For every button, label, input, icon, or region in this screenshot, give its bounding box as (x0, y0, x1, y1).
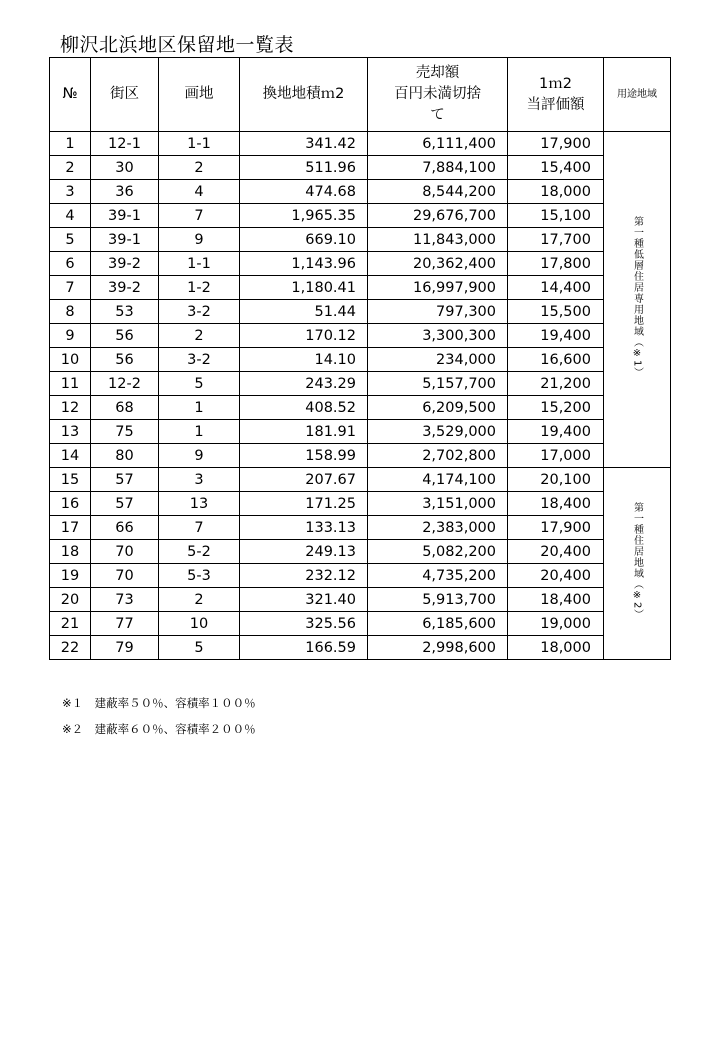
cell-no: 12 (50, 396, 91, 420)
cell-no: 14 (50, 444, 91, 468)
cell-no: 20 (50, 588, 91, 612)
cell-lot: 13 (159, 492, 240, 516)
cell-block: 39-1 (91, 204, 159, 228)
table-row (50, 276, 671, 300)
cell-block: 66 (91, 516, 159, 540)
cell-area: 207.67 (240, 468, 368, 492)
cell-price: 2,383,000 (368, 516, 508, 540)
cell-no: 3 (50, 180, 91, 204)
cell-no: 19 (50, 564, 91, 588)
cell-no: 4 (50, 204, 91, 228)
cell-no: 16 (50, 492, 91, 516)
cell-block: 39-1 (91, 228, 159, 252)
cell-area: 51.44 (240, 300, 368, 324)
cell-price: 3,300,300 (368, 324, 508, 348)
cell-area: 170.12 (240, 324, 368, 348)
cell-price: 16,997,900 (368, 276, 508, 300)
cell-unit-price: 15,400 (508, 156, 604, 180)
cell-area: 1,180.41 (240, 276, 368, 300)
cell-area: 341.42 (240, 132, 368, 156)
cell-block: 56 (91, 324, 159, 348)
zone-label: 第一種低層住居専用地域（※1） (631, 216, 643, 379)
cell-lot: 2 (159, 156, 240, 180)
cell-unit-price: 18,400 (508, 492, 604, 516)
cell-lot: 2 (159, 588, 240, 612)
cell-unit-price: 14,400 (508, 276, 604, 300)
cell-block: 30 (91, 156, 159, 180)
cell-unit-price: 15,200 (508, 396, 604, 420)
header-block: 街区 (91, 58, 159, 132)
cell-price: 6,111,400 (368, 132, 508, 156)
table-row (50, 180, 671, 204)
cell-unit-price: 18,000 (508, 636, 604, 660)
zone-cell (604, 468, 671, 660)
cell-lot: 1-1 (159, 252, 240, 276)
cell-price: 6,209,500 (368, 396, 508, 420)
cell-no: 10 (50, 348, 91, 372)
cell-no: 22 (50, 636, 91, 660)
cell-price: 5,082,200 (368, 540, 508, 564)
cell-block: 79 (91, 636, 159, 660)
cell-lot: 9 (159, 228, 240, 252)
cell-lot: 5 (159, 636, 240, 660)
note-1: ※１ 建蔽率５０％、容積率１００％ (62, 696, 256, 710)
cell-unit-price: 16,600 (508, 348, 604, 372)
cell-area: 232.12 (240, 564, 368, 588)
cell-lot: 5-3 (159, 564, 240, 588)
cell-price: 6,185,600 (368, 612, 508, 636)
cell-price: 5,913,700 (368, 588, 508, 612)
cell-block: 57 (91, 492, 159, 516)
table-row (50, 372, 671, 396)
cell-unit-price: 17,900 (508, 516, 604, 540)
cell-area: 669.10 (240, 228, 368, 252)
cell-lot: 9 (159, 444, 240, 468)
cell-unit-price: 20,400 (508, 564, 604, 588)
table-row (50, 564, 671, 588)
cell-lot: 3 (159, 468, 240, 492)
cell-area: 511.96 (240, 156, 368, 180)
cell-no: 17 (50, 516, 91, 540)
header-price-line1: 売却額 (415, 65, 460, 81)
cell-price: 797,300 (368, 300, 508, 324)
table-row (50, 228, 671, 252)
cell-block: 70 (91, 564, 159, 588)
cell-price: 4,735,200 (368, 564, 508, 588)
cell-no: 11 (50, 372, 91, 396)
cell-lot: 10 (159, 612, 240, 636)
cell-area: 243.29 (240, 372, 368, 396)
cell-block: 80 (91, 444, 159, 468)
cell-price: 20,362,400 (368, 252, 508, 276)
cell-lot: 1-2 (159, 276, 240, 300)
table-row (50, 516, 671, 540)
cell-no: 7 (50, 276, 91, 300)
cell-lot: 1 (159, 420, 240, 444)
table-row (50, 492, 671, 516)
cell-block: 36 (91, 180, 159, 204)
cell-unit-price: 19,400 (508, 420, 604, 444)
note-2: ※２ 建蔽率６０％、容積率２００％ (62, 722, 256, 736)
cell-unit-price: 20,100 (508, 468, 604, 492)
table-row (50, 396, 671, 420)
cell-unit-price: 21,200 (508, 372, 604, 396)
cell-unit-price: 15,100 (508, 204, 604, 228)
cell-lot: 2 (159, 324, 240, 348)
cell-lot: 1 (159, 396, 240, 420)
table-row (50, 636, 671, 660)
cell-no: 15 (50, 468, 91, 492)
table-row (50, 420, 671, 444)
cell-area: 474.68 (240, 180, 368, 204)
cell-area: 14.10 (240, 348, 368, 372)
cell-block: 73 (91, 588, 159, 612)
cell-price: 7,884,100 (368, 156, 508, 180)
table-row (50, 348, 671, 372)
cell-block: 68 (91, 396, 159, 420)
cell-unit-price: 19,000 (508, 612, 604, 636)
cell-area: 249.13 (240, 540, 368, 564)
cell-lot: 5 (159, 372, 240, 396)
cell-no: 9 (50, 324, 91, 348)
cell-lot: 3-2 (159, 348, 240, 372)
cell-price: 3,151,000 (368, 492, 508, 516)
table-row (50, 324, 671, 348)
cell-no: 5 (50, 228, 91, 252)
table-body (50, 132, 671, 660)
cell-area: 158.99 (240, 444, 368, 468)
cell-unit-price: 15,500 (508, 300, 604, 324)
table-header-row (50, 58, 671, 132)
zone-cell (604, 132, 671, 468)
cell-area: 325.56 (240, 612, 368, 636)
cell-area: 408.52 (240, 396, 368, 420)
cell-area: 166.59 (240, 636, 368, 660)
cell-price: 5,157,700 (368, 372, 508, 396)
cell-area: 133.13 (240, 516, 368, 540)
cell-price: 2,702,800 (368, 444, 508, 468)
cell-no: 2 (50, 156, 91, 180)
cell-price: 2,998,600 (368, 636, 508, 660)
header-unit-line1: 1ｍ2 (539, 75, 572, 92)
header-price (368, 58, 508, 132)
cell-area: 321.40 (240, 588, 368, 612)
header-no: № (50, 58, 91, 132)
cell-unit-price: 20,400 (508, 540, 604, 564)
cell-price: 8,544,200 (368, 180, 508, 204)
cell-lot: 4 (159, 180, 240, 204)
table-row (50, 204, 671, 228)
cell-area: 181.91 (240, 420, 368, 444)
table-row (50, 252, 671, 276)
cell-block: 77 (91, 612, 159, 636)
header-zone: 用途地域 (604, 58, 671, 132)
header-area: 換地地積ｍ2 (240, 58, 368, 132)
cell-lot: 7 (159, 204, 240, 228)
cell-block: 56 (91, 348, 159, 372)
header-lot: 画地 (159, 58, 240, 132)
header-price-line2: 百円未満切捨 (394, 86, 481, 102)
table-row (50, 588, 671, 612)
reserved-land-table (49, 57, 671, 660)
header-unit-price (508, 58, 604, 132)
page-title: 柳沢北浜地区保留地一覧表 (60, 34, 295, 56)
cell-block: 12-1 (91, 132, 159, 156)
table-row (50, 540, 671, 564)
cell-lot: 5-2 (159, 540, 240, 564)
cell-block: 39-2 (91, 252, 159, 276)
cell-lot: 3-2 (159, 300, 240, 324)
cell-area: 1,143.96 (240, 252, 368, 276)
cell-no: 18 (50, 540, 91, 564)
cell-block: 39-2 (91, 276, 159, 300)
cell-price: 4,174,100 (368, 468, 508, 492)
cell-block: 75 (91, 420, 159, 444)
cell-price: 29,676,700 (368, 204, 508, 228)
cell-no: 6 (50, 252, 91, 276)
header-unit-line2: 当評価額 (526, 96, 585, 113)
table-row (50, 156, 671, 180)
table-row (50, 468, 671, 492)
header-price-line3: て (430, 107, 445, 123)
table-row (50, 444, 671, 468)
cell-no: 13 (50, 420, 91, 444)
cell-unit-price: 17,000 (508, 444, 604, 468)
cell-unit-price: 19,400 (508, 324, 604, 348)
cell-unit-price: 17,800 (508, 252, 604, 276)
cell-unit-price: 17,900 (508, 132, 604, 156)
cell-unit-price: 17,700 (508, 228, 604, 252)
table-row (50, 612, 671, 636)
zone-label: 第一種住居地域（※2） (631, 502, 643, 621)
cell-price: 3,529,000 (368, 420, 508, 444)
cell-block: 57 (91, 468, 159, 492)
cell-no: 1 (50, 132, 91, 156)
cell-block: 53 (91, 300, 159, 324)
cell-price: 11,843,000 (368, 228, 508, 252)
cell-lot: 1-1 (159, 132, 240, 156)
cell-price: 234,000 (368, 348, 508, 372)
cell-no: 21 (50, 612, 91, 636)
cell-area: 1,965.35 (240, 204, 368, 228)
cell-area: 171.25 (240, 492, 368, 516)
cell-unit-price: 18,000 (508, 180, 604, 204)
cell-block: 70 (91, 540, 159, 564)
cell-unit-price: 18,400 (508, 588, 604, 612)
cell-no: 8 (50, 300, 91, 324)
table-row (50, 300, 671, 324)
notes (62, 690, 256, 742)
table-row (50, 132, 671, 156)
cell-lot: 7 (159, 516, 240, 540)
cell-block: 12-2 (91, 372, 159, 396)
